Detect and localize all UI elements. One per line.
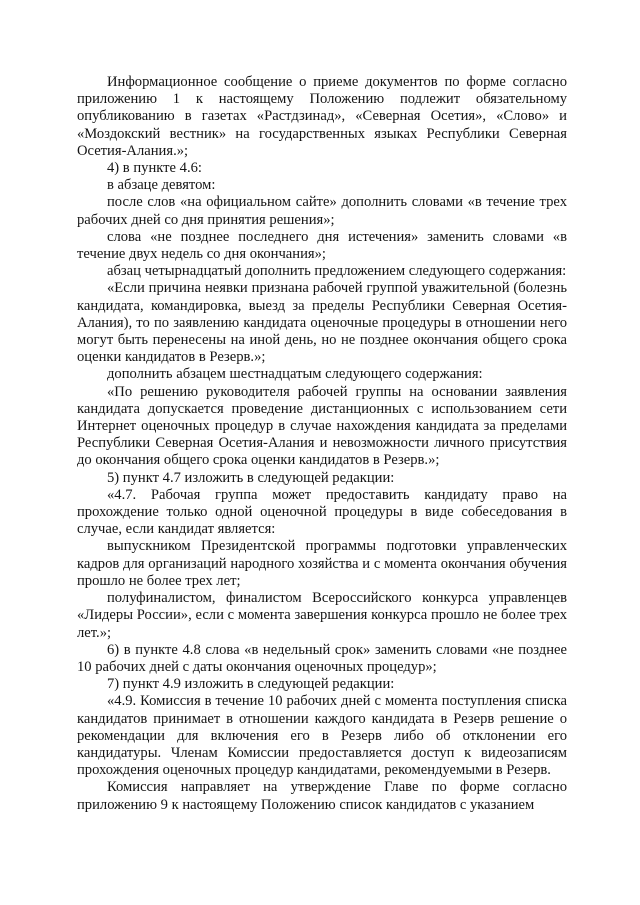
paragraph: полуфиналистом, финалистом Всероссийского конкурса управленцев «Лидеры России», если с момента завершения конкурса прошло не более трех лет.»; xyxy=(77,590,567,641)
document-text xyxy=(77,74,567,814)
paragraph: абзац четырнадцатый дополнить предложением следующего содержания: xyxy=(107,263,567,280)
paragraph: в абзаце девятом: xyxy=(107,177,216,194)
paragraph: дополнить абзацем шестнадцатым следующего содержания: xyxy=(107,366,483,383)
paragraph: Информационное сообщение о приеме документов по форме согласно приложению 1 к настоящему Положению подлежит обязательному опубликованию в газетах «Растдзинад», «Северная Осетия», «Слово» и «Моздокский вестник» на государственных языках Республики Северная Осетия-Алания.»; xyxy=(77,74,567,159)
paragraph: Комиссия направляет на утверждение Главе по форме согласно приложению 9 к настоящему Положению список кандидатов с указанием xyxy=(77,779,567,813)
paragraph: выпускником Президентской программы подготовки управленческих кадров для организаций народного хозяйства и с момента окончания обучения прошло не более трех лет; xyxy=(77,538,567,589)
paragraph: «4.7. Рабочая группа может предоставить кандидату право на прохождение только одной оценочной процедуры в виде собеседования в случае, если кандидат является: xyxy=(77,486,567,538)
paragraph: «Если причина неявки признана рабочей группой уважительной (болезнь кандидата, командировка, выезд за пределы Республики Северная Осетия-Алания), то по заявлению кандидата оценочные процедуры в отношении него могут быть перенесены на иной день, но не позднее окончания общего срока оценки кандидатов в Резерв.»; xyxy=(77,280,567,366)
paragraph: 5) пункт 4.7 изложить в следующей редакции: xyxy=(107,469,395,486)
paragraph: 7) пункт 4.9 изложить в следующей редакции: xyxy=(107,676,395,693)
paragraph: «По решению руководителя рабочей группы на основании заявления кандидата допускается проведение дистанционных с использованием сети Интернет оценочных процедур в случае нахождения кандидата за пределами Республики Северная Осетия-Алания и невозможности личного присутствия до окончания общего срока оценки кандидатов в Резерв.»; xyxy=(77,383,567,469)
paragraph: «4.9. Комиссия в течение 10 рабочих дней с момента поступления списка кандидатов принимает в отношении каждого кандидата в Резерв решение о рекомендации для включения его в Резерв либо об отклонении его кандидатуры. Членам Комиссии предоставляется доступ к видеозаписям прохождения оценочных процедур кандидатами, рекомендуемыми в Резерв. xyxy=(77,693,567,779)
paragraph: 6) в пункте 4.8 слова «в недельный срок» заменить словами «не позднее 10 рабочих дней с даты окончания оценочных процедур»; xyxy=(77,641,567,675)
paragraph: после слов «на официальном сайте» дополнить словами «в течение трех рабочих дней со дня принятия решения»; xyxy=(77,194,567,228)
paragraph: слова «не позднее последнего дня истечения» заменить словами «в течение двух недель со дня окончания»; xyxy=(77,228,567,263)
paragraph: 4) в пункте 4.6: xyxy=(107,160,202,177)
